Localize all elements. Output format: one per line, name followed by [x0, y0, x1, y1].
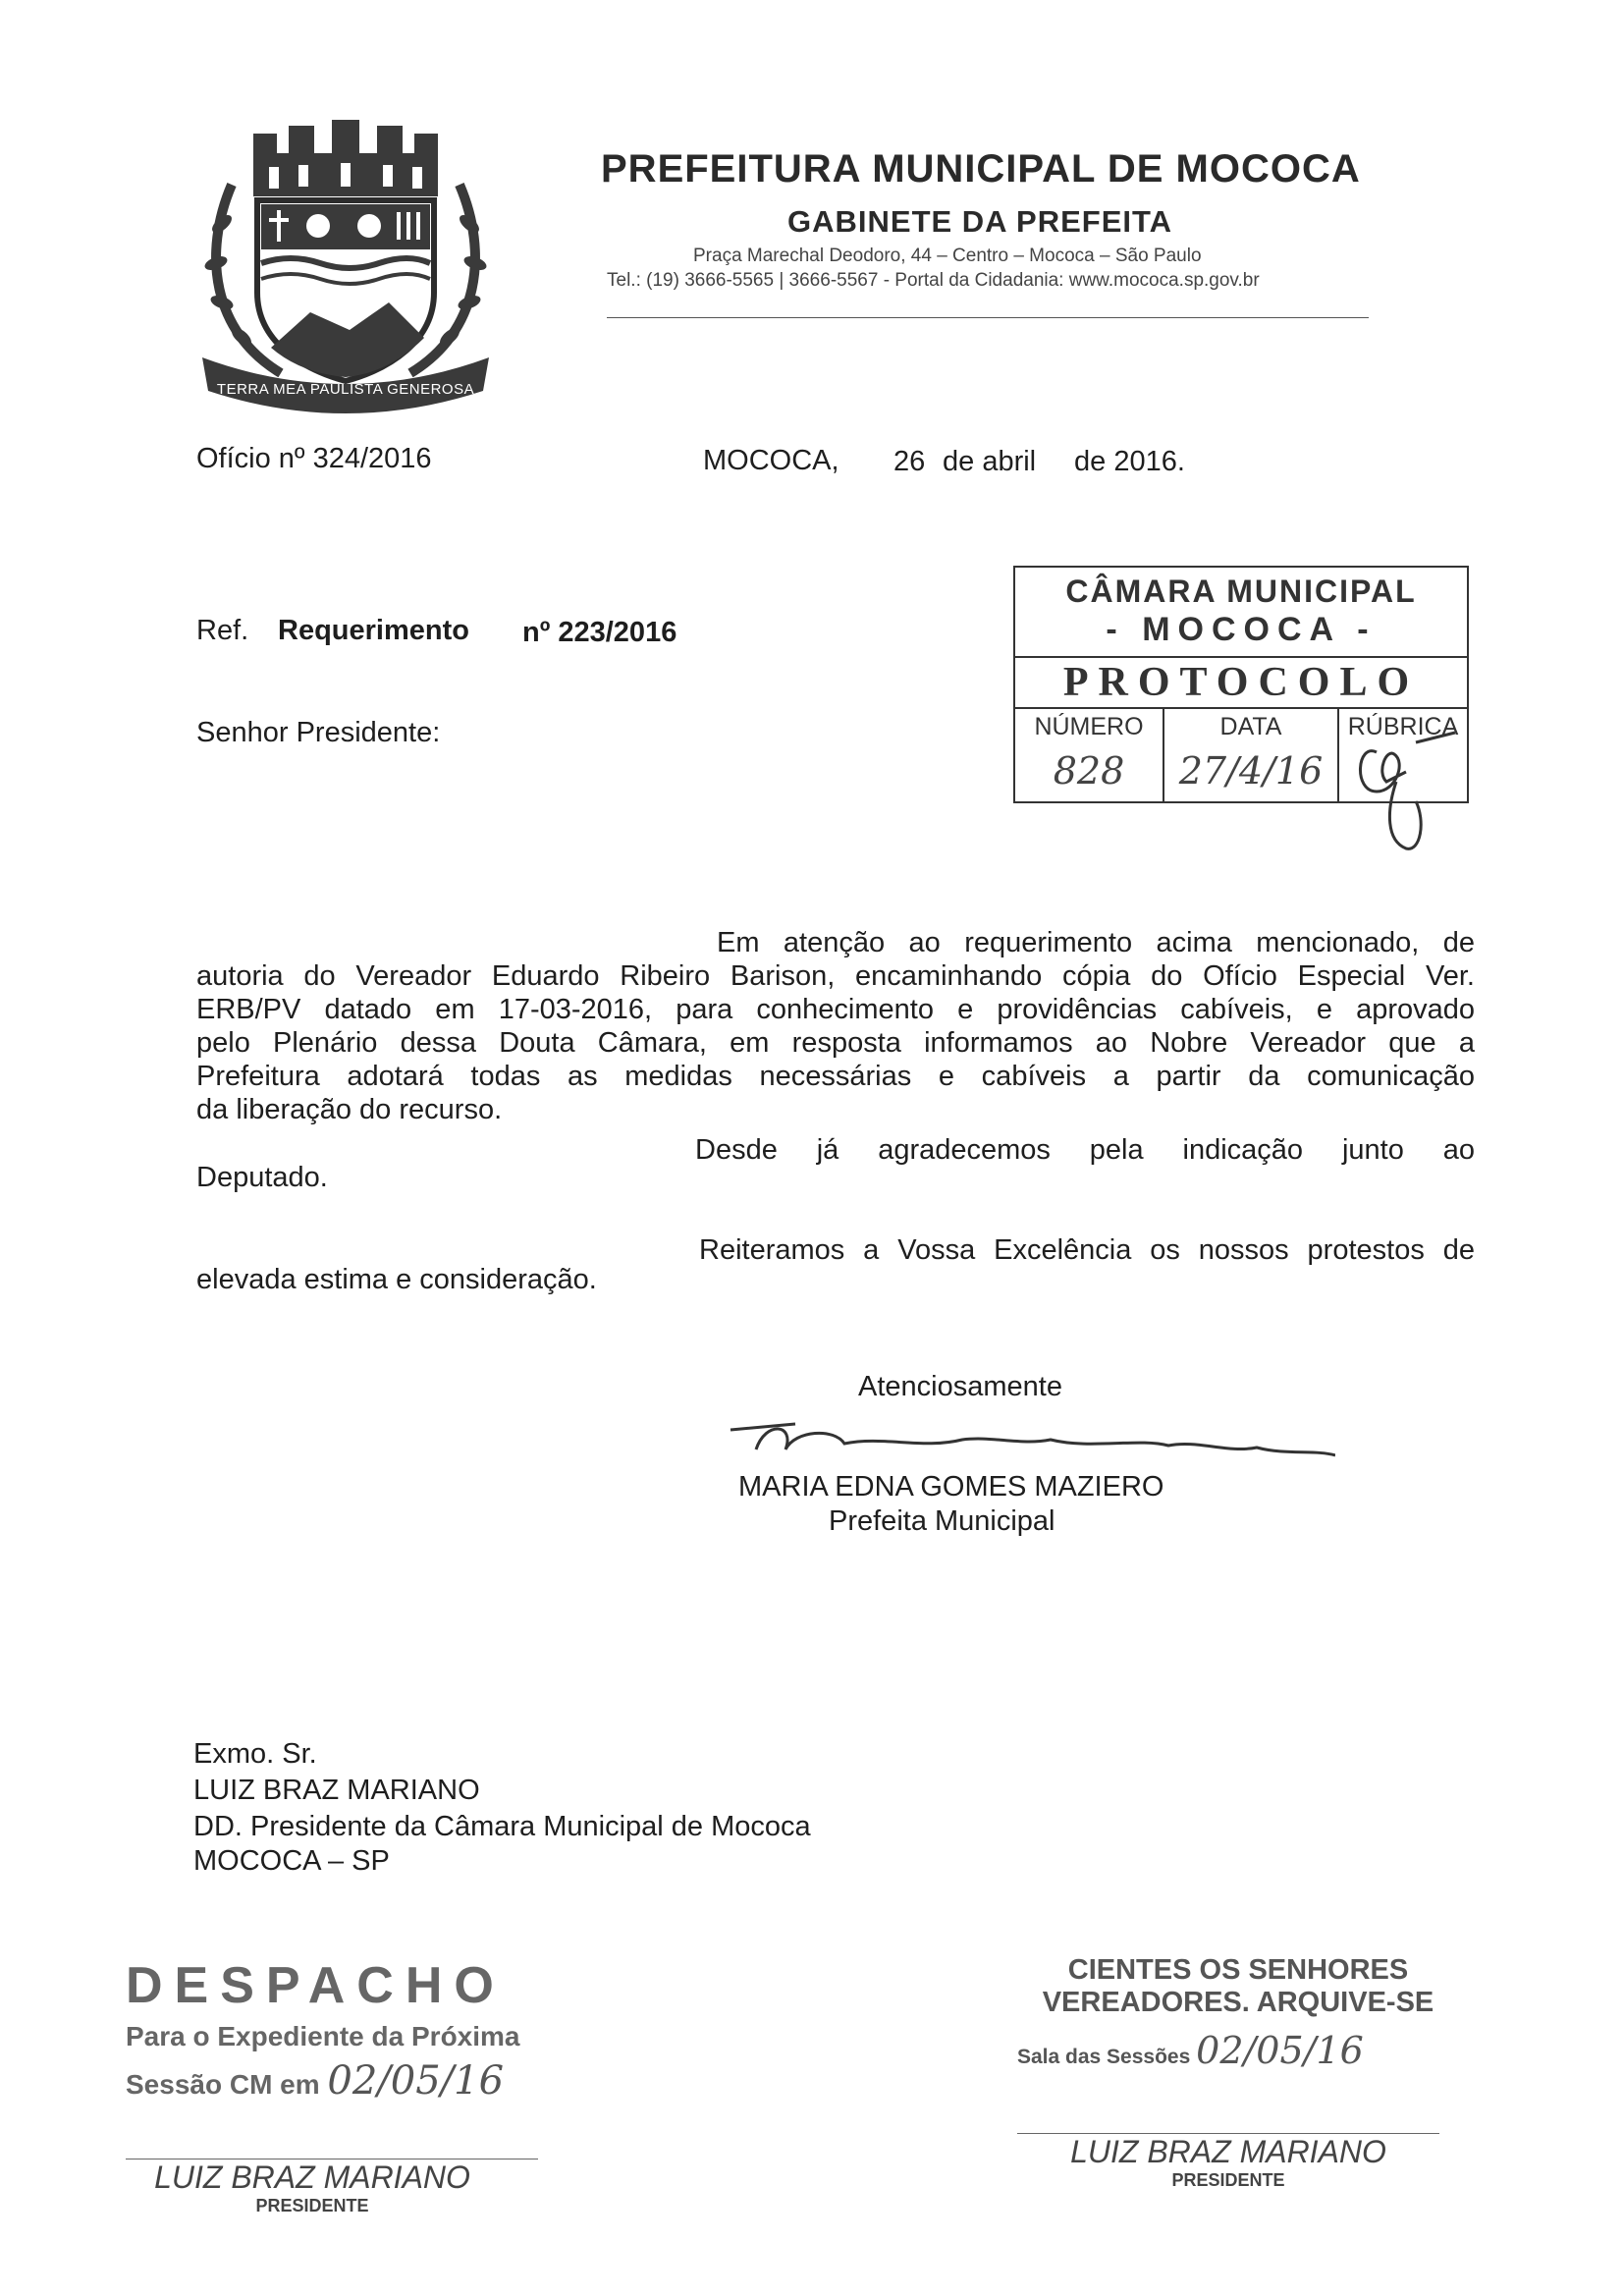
- recipient-line: LUIZ BRAZ MARIANO: [193, 1775, 480, 1806]
- stamp-city: - MOCOCA -: [1106, 611, 1377, 648]
- ref-document: Requerimento: [278, 615, 469, 646]
- ciente-line3-row: [1017, 2029, 1459, 2072]
- header-title: PREFEITURA MUNICIPAL DE MOCOCA: [601, 147, 1361, 191]
- stamp-col-data: [1164, 707, 1339, 801]
- oficio-number: Ofício nº 324/2016: [196, 443, 432, 474]
- stamp-col-numero: [1015, 707, 1164, 801]
- ciente-signer-name: LUIZ BRAZ MARIANO: [1070, 2134, 1386, 2169]
- despacho-title: DESPACHO: [126, 1957, 506, 2014]
- body-line: Reiteramos a Vossa Excelência os nossos protestos de: [699, 1234, 1475, 1266]
- header-contacts: Tel.: (19) 3666-5565 | 3666-5567 - Portal da Cidadania: www.mococa.sp.gov.br: [607, 270, 1260, 291]
- body-line: Desde já agradecemos pela indicação junto ao: [695, 1134, 1475, 1166]
- signer-name: MARIA EDNA GOMES MAZIERO: [738, 1471, 1164, 1503]
- ref-label: Ref.: [196, 615, 249, 646]
- body-line: ERB/PV datado em 17-03-2016, para conhecimento e providências cabíveis, e aprovado: [196, 994, 1475, 1025]
- stamp-data-label: DATA: [1219, 713, 1282, 740]
- letter-city: MOCOCA,: [703, 445, 839, 476]
- mayor-signature: [727, 1410, 1335, 1479]
- despacho-stamp: [126, 1956, 558, 2216]
- ciente-line2: VEREADORES. ARQUIVE-SE: [1042, 1987, 1434, 2018]
- salutation: Senhor Presidente:: [196, 717, 441, 748]
- signer-title: Prefeita Municipal: [829, 1505, 1055, 1537]
- body-line: da liberação do recurso.: [196, 1094, 503, 1125]
- body-line: autoria do Vereador Eduardo Ribeiro Barison, encaminhando cópia do Ofício Especial Ver.: [196, 960, 1475, 992]
- body-line: Deputado.: [196, 1162, 328, 1193]
- stamp-numero-value: 828: [1053, 749, 1125, 793]
- despacho-line2-row: [126, 2058, 558, 2104]
- stamp-data-value: 27/4/16: [1178, 749, 1324, 793]
- ciente-line1: CIENTES OS SENHORES: [1067, 1954, 1409, 1986]
- municipal-coat-of-arms: [192, 116, 499, 422]
- header-subtitle: GABINETE DA PREFEITA: [787, 204, 1173, 239]
- ciente-signer-role: PRESIDENTE: [1171, 2170, 1285, 2190]
- seal-motto: TERRA MEA PAULISTA GENEROSA: [216, 381, 475, 398]
- letter-date-day: 26: [893, 446, 926, 477]
- despacho-signer-role: PRESIDENTE: [255, 2196, 369, 2215]
- letter-date-month: de abril: [943, 446, 1037, 477]
- stamp-numero-label: NÚMERO: [1034, 713, 1144, 740]
- ciente-date: 02/05/16: [1196, 2029, 1364, 2072]
- stamp-protocol-title: PROTOCOLO: [1015, 656, 1467, 709]
- header-divider: [607, 317, 1369, 318]
- recipient-line: Exmo. Sr.: [193, 1738, 317, 1770]
- body-line: pelo Plenário dessa Douta Câmara, em resposta informamos ao Nobre Vereador que a: [196, 1027, 1475, 1059]
- recipient-line: DD. Presidente da Câmara Municipal de Mococa: [193, 1811, 811, 1842]
- body-line: Em atenção ao requerimento acima mencionado, de: [717, 927, 1475, 958]
- despacho-line2: Sessão CM em: [126, 2069, 320, 2100]
- ref-number: nº 223/2016: [522, 617, 677, 648]
- stamp-chamber-name: CÂMARA MUNICIPAL: [1065, 574, 1417, 609]
- ciente-line3: Sala das Sessões: [1017, 2046, 1191, 2068]
- rubrica-signature: [1347, 703, 1465, 850]
- ciente-stamp: [1017, 1954, 1459, 2191]
- body-line: elevada estima e consideração.: [196, 1264, 597, 1295]
- despacho-signer-name: LUIZ BRAZ MARIANO: [154, 2159, 470, 2195]
- despacho-line1: Para o Expediente da Próxima: [126, 2021, 520, 2051]
- closing: Atenciosamente: [858, 1371, 1062, 1402]
- letter-date-year: de 2016.: [1074, 446, 1185, 477]
- recipient-line: MOCOCA – SP: [193, 1845, 390, 1877]
- despacho-date: 02/05/16: [327, 2058, 505, 2104]
- body-line: Prefeitura adotará todas as medidas necessárias e cabíveis a partir da comunicação: [196, 1061, 1475, 1092]
- header-address: Praça Marechal Deodoro, 44 – Centro – Mococa – São Paulo: [693, 246, 1202, 266]
- stamp-rubrica-label: RÚBRICA: [1347, 713, 1459, 740]
